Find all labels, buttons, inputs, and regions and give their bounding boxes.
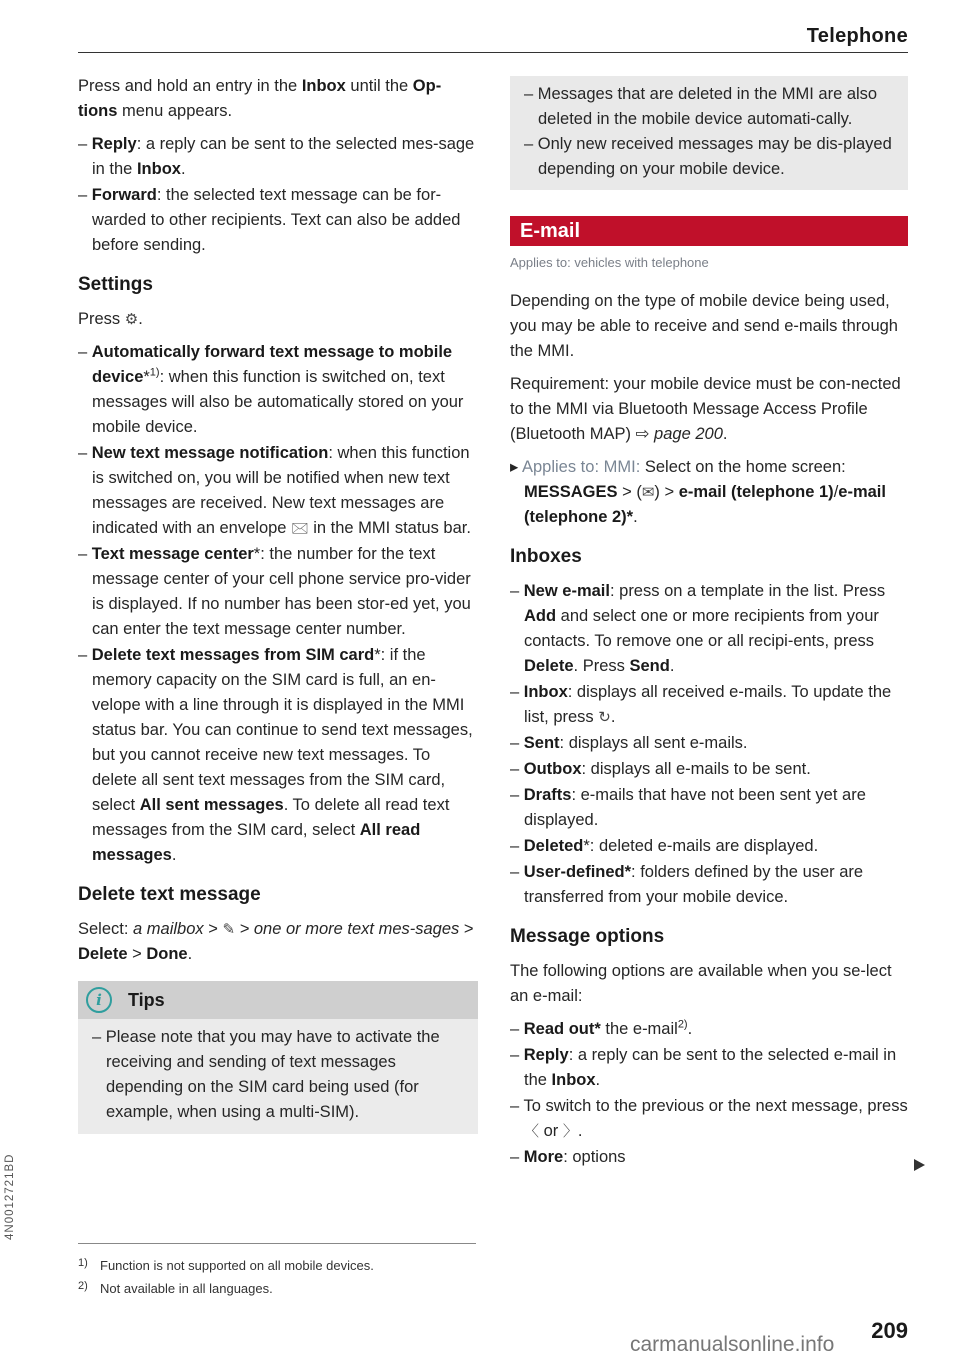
option-reply-email: – Reply: a reply can be sent to the selected e-mail in the Inbox.: [510, 1046, 897, 1089]
message-options-intro: The following options are available when you se-lect an e-mail:: [510, 962, 892, 1005]
previous-icon: 〈: [524, 1122, 540, 1140]
setting-message-center: – Text message center*: the number for the text message center of your cell phone service pro-vider is displayed. If no number has been stor-ed yet, you can enter the text message center number.: [78, 545, 471, 638]
message-options-heading: Message options: [510, 926, 665, 947]
continue-arrow-icon: [914, 1159, 925, 1171]
footnotes: [78, 1254, 478, 1300]
inbox-new-email: – New e-mail: press on a template in the list. Press Add and select one or more recipients from your contacts. To remove one or all recipi-ents, press Delete. Press Send.: [510, 582, 886, 675]
email-intro: Depending on the type of mobile device being used, you may be able to receive and send e-mails through the MMI.: [510, 292, 898, 360]
page-reference-link[interactable]: ⇨ page 200: [635, 425, 723, 443]
page-header-title: Telephone: [806, 25, 908, 47]
tips-body: [78, 1019, 478, 1134]
edit-list-icon: ✎: [222, 920, 236, 938]
inbox-sent: – Sent: displays all sent e-mails.: [510, 734, 748, 752]
note-item: – Only new received messages may be dis-played depending on your mobile device.: [524, 135, 892, 178]
email-requirement: Requirement: your mobile device must be con-nected to the MMI via Bluetooth Message Access Profile (Bluetooth MAP) ⇨ page 200.: [510, 375, 901, 443]
option-reply: – Reply: a reply can be sent to the selected mes-sage in the Inbox.: [78, 135, 475, 178]
option-more: – More: options: [510, 1148, 626, 1166]
option-switch-message: – To switch to the previous or the next message, press 〈 or 〉.: [510, 1097, 908, 1140]
watermark: carmanualsonline.info: [630, 1333, 835, 1356]
email-step: ▸ Applies to: MMI: Select on the home screen: MESSAGES > (✉) > e-mail (telephone 1)/e-mail (telephone 2)*.: [510, 458, 886, 526]
settings-gear-icon: ⚙: [124, 310, 139, 328]
tips-header: [78, 981, 478, 1019]
right-column: [510, 74, 908, 1171]
envelope-icon: 🖂: [291, 519, 309, 537]
delete-instruction: Select: a mailbox > ✎ > one or more text mes-sages > Delete > Done.: [78, 920, 474, 963]
option-read-out: – Read out* the e-mail$^{2)}$.: [510, 1018, 693, 1038]
left-column: [78, 74, 478, 1134]
notes-box: [510, 76, 908, 190]
inbox-user-defined: – User-defined*: folders defined by the user are transferred from your mobile device.: [510, 863, 864, 906]
inbox-intro: Press and hold an entry in the Inbox until the Op-tions menu appears.: [78, 77, 442, 120]
next-icon: 〉: [562, 1122, 578, 1140]
tips-heading: Tips: [128, 989, 165, 1010]
setting-auto-forward: – Automatically forward text message to mobile device*$^{1)}$: when this function is switched on, text messages will also be automatically stored on your mobile device.: [78, 343, 464, 436]
inbox-drafts: – Drafts: e-mails that have not been sent yet are displayed.: [510, 786, 866, 829]
option-forward: – Forward: the selected text message can be for-warded to other recipients. Text can also be added before sending.: [78, 186, 461, 254]
inbox-outbox: – Outbox: displays all e-mails to be sent.: [510, 760, 811, 778]
settings-press: Press ⚙.: [78, 310, 143, 328]
document-code: 4N0012721BD: [4, 1153, 16, 1240]
refresh-icon: ↻: [598, 708, 611, 726]
setting-delete-sim: – Delete text messages from SIM card*: if the memory capacity on the SIM card is full, an en-velope with a line through it is displayed in the MMI status bar. You can continue to send text messages, but you cannot receive new text messages. To delete all sent text messages from the SIM card, select All sent messages. To delete all read text messages from the SIM card, select All read messages.: [78, 646, 473, 864]
email-section-banner: E-mail: [510, 216, 908, 246]
inbox-inbox: – Inbox: displays all received e-mails. To update the list, press ↻.: [510, 683, 892, 726]
footnote-rule: [78, 1243, 476, 1244]
header-rule: [78, 52, 908, 53]
email-icon: ✉: [641, 483, 655, 501]
settings-heading: Settings: [78, 274, 153, 295]
delete-heading: Delete text message: [78, 884, 261, 905]
tips-box: [78, 981, 478, 1134]
footnote-item: 2) Not available in all languages.: [78, 1280, 273, 1296]
footnote-item: 1) Function is not supported on all mobile devices.: [78, 1257, 374, 1273]
note-item: – Messages that are deleted in the MMI are also deleted in the mobile device automati-cally.: [524, 85, 878, 128]
inbox-deleted: – Deleted*: deleted e-mails are displayed.: [510, 837, 819, 855]
inboxes-heading: Inboxes: [510, 546, 582, 567]
email-applies-to: Applies to: vehicles with telephone: [510, 255, 709, 270]
info-icon: i: [86, 987, 112, 1013]
tip-item: – Please note that you may have to activate the receiving and sending of text messages depending on the SIM card being used (for example, when using a multi-SIM).: [92, 1028, 440, 1121]
page-number: 209: [871, 1318, 908, 1343]
setting-new-message-notification: – New text message notification: when this function is switched on, you will be notified when new text messages are received. New text messages are indicated with an envelope 🖂 in the MMI status bar.: [78, 444, 471, 537]
